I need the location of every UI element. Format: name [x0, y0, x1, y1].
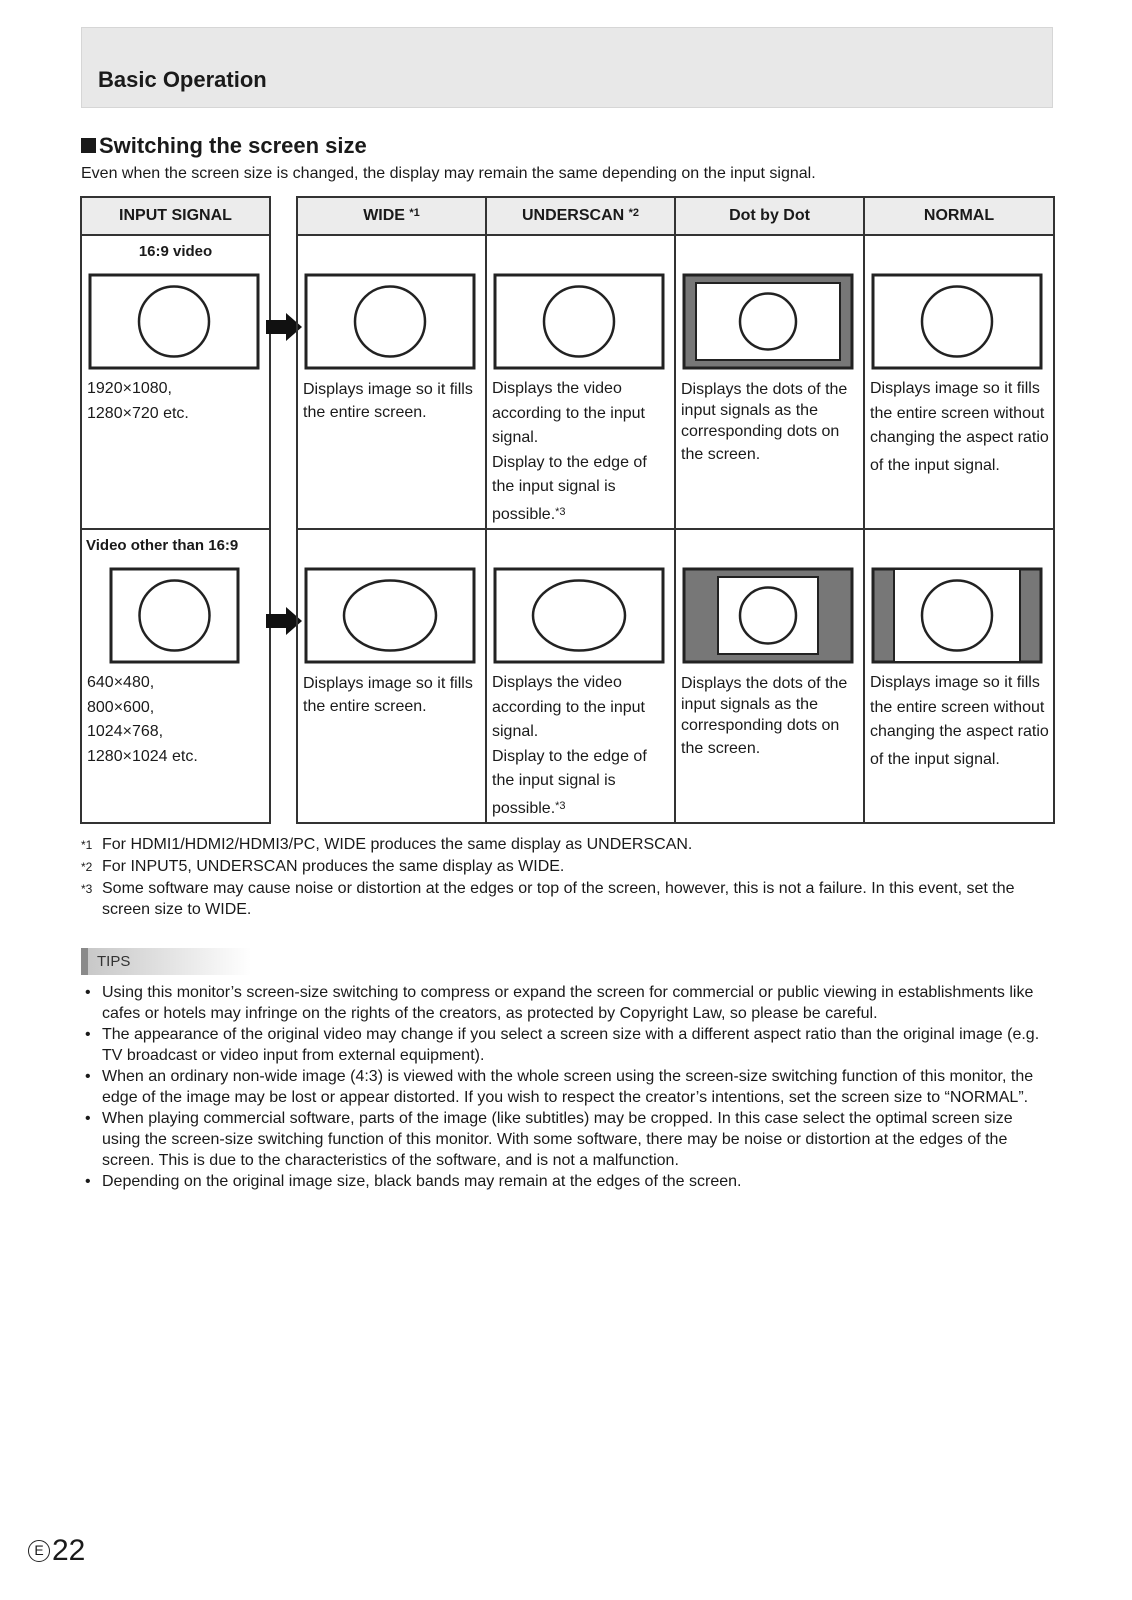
col-header-wide: WIDE $^{*1}$ — [297, 197, 486, 235]
wide-preview-4-3 — [297, 567, 486, 669]
list-item: • The appearance of the original video may change if you select a screen size with a different aspect ratio than the original image (e.g. TV broadcast or video input from external equipment). — [85, 1026, 1040, 1064]
wide-desc-4-3: Displays image so it fills the entire screen. — [297, 669, 486, 823]
section-intro: Even when the screen size is changed, the display may remain the same depending on the input signal. — [81, 165, 816, 182]
underscan-desc-16-9: Displays the video according to the input signal. Display to the edge of the input signal is possible.$^{*3}$ — [486, 375, 675, 529]
underscan-desc-4-3: Displays the video according to the input signal. Display to the edge of the input signal is possible.$^{*3}$ — [486, 669, 675, 823]
dot-by-dot-preview-16-9 — [675, 273, 864, 375]
screen-dot-by-dot-small-icon — [682, 567, 854, 664]
wide-desc-16-9: Displays image so it fills the entire screen. — [297, 375, 486, 529]
screen-underscan-stretched-icon — [493, 567, 665, 664]
normal-preview-16-9 — [864, 273, 1054, 375]
screen-normal-icon — [871, 273, 1043, 370]
language-letter-icon: E — [28, 1540, 50, 1562]
tips-list — [81, 982, 1053, 1192]
input-preview-4-3 — [81, 567, 270, 669]
tips-label-bar — [81, 948, 251, 975]
footnote: *3 Some software may cause noise or distortion at the edges or top of the screen, however, this is not a failure. In this event, set the screen size to WIDE. — [81, 880, 1015, 918]
section-title — [81, 133, 367, 159]
underscan-preview-4-3 — [486, 567, 675, 669]
screen-16-9-icon — [88, 273, 260, 370]
col-header-underscan: UNDERSCAN $^{*2}$ — [486, 197, 675, 235]
row-label-16-9: 16:9 video — [81, 235, 270, 273]
underscan-preview-16-9 — [486, 273, 675, 375]
col-header-normal: NORMAL — [864, 197, 1054, 235]
footnote: *2 For INPUT5, UNDERSCAN produces the same display as WIDE. — [81, 858, 565, 875]
screen-wide-stretched-icon — [304, 567, 476, 664]
dot-by-dot-desc-4-3: Displays the dots of the input signals as the corresponding dots on the screen. — [675, 669, 864, 823]
resolutions-other: 640×480, 800×600, 1024×768, 1280×1024 etc. — [81, 669, 270, 823]
dot-by-dot-desc-16-9: Displays the dots of the input signals as the corresponding dots on the screen. — [675, 375, 864, 529]
input-signal-table — [80, 196, 271, 824]
list-item: • Depending on the original image size, black bands may remain at the edges of the screen. — [85, 1173, 742, 1190]
page-number — [28, 1534, 85, 1568]
screen-dot-by-dot-icon — [682, 273, 854, 370]
screen-wide-icon — [304, 273, 476, 370]
header-band — [81, 27, 1053, 108]
wide-preview-16-9 — [297, 273, 486, 375]
screen-underscan-icon — [493, 273, 665, 370]
row-label-other: Video other than 16:9 — [81, 529, 270, 567]
normal-desc-16-9: Displays image so it fills the entire screen without changing the aspect ratio of the input signal. — [864, 375, 1054, 529]
dot-by-dot-preview-4-3 — [675, 567, 864, 669]
header-title: Basic Operation — [98, 67, 267, 92]
normal-desc-4-3: Displays image so it fills the entire screen without changing the aspect ratio of the input signal. — [864, 669, 1054, 823]
resolutions-16-9: 1920×1080, 1280×720 etc. — [81, 375, 270, 529]
list-item: • When playing commercial software, parts of the image (like subtitles) may be cropped. In this case select the optimal screen size using the screen-size switching function of this monitor. With some software, there may be noise or distortion at the edges of the screen. This is due to the characteristics of the software, and is not a malfunction. — [85, 1110, 1013, 1169]
list-item: • When an ordinary non-wide image (4:3) is viewed with the whole screen using the screen-size switching function of this monitor, the edge of the image may be lost or appear distorted. If you wish to respect the creator’s intentions, set the screen size to “NORMAL”. — [85, 1068, 1034, 1106]
footnotes — [81, 834, 1053, 920]
input-signal-header: INPUT SIGNAL — [81, 197, 270, 235]
page-number-value: 22 — [52, 1534, 86, 1567]
footnote: *1 For HDMI1/HDMI2/HDMI3/PC, WIDE produces the same display as UNDERSCAN. — [81, 836, 693, 853]
input-preview-16-9 — [81, 273, 270, 375]
normal-preview-4-3 — [864, 567, 1054, 669]
screen-size-table — [296, 196, 1055, 824]
square-bullet-icon — [81, 138, 96, 153]
screen-normal-pillarbox-icon — [871, 567, 1043, 664]
screen-4-3-icon — [88, 567, 260, 664]
section-title-text: Switching the screen size — [99, 133, 367, 158]
col-header-dot-by-dot: Dot by Dot — [675, 197, 864, 235]
list-item: • Using this monitor’s screen-size switching to compress or expand the screen for commercial or public viewing in establishments like cafes or hotels may infringe on the rights of the creators, as protected by Copyright Law, so please be careful. — [85, 984, 1034, 1022]
tips-label: TIPS — [97, 953, 131, 970]
